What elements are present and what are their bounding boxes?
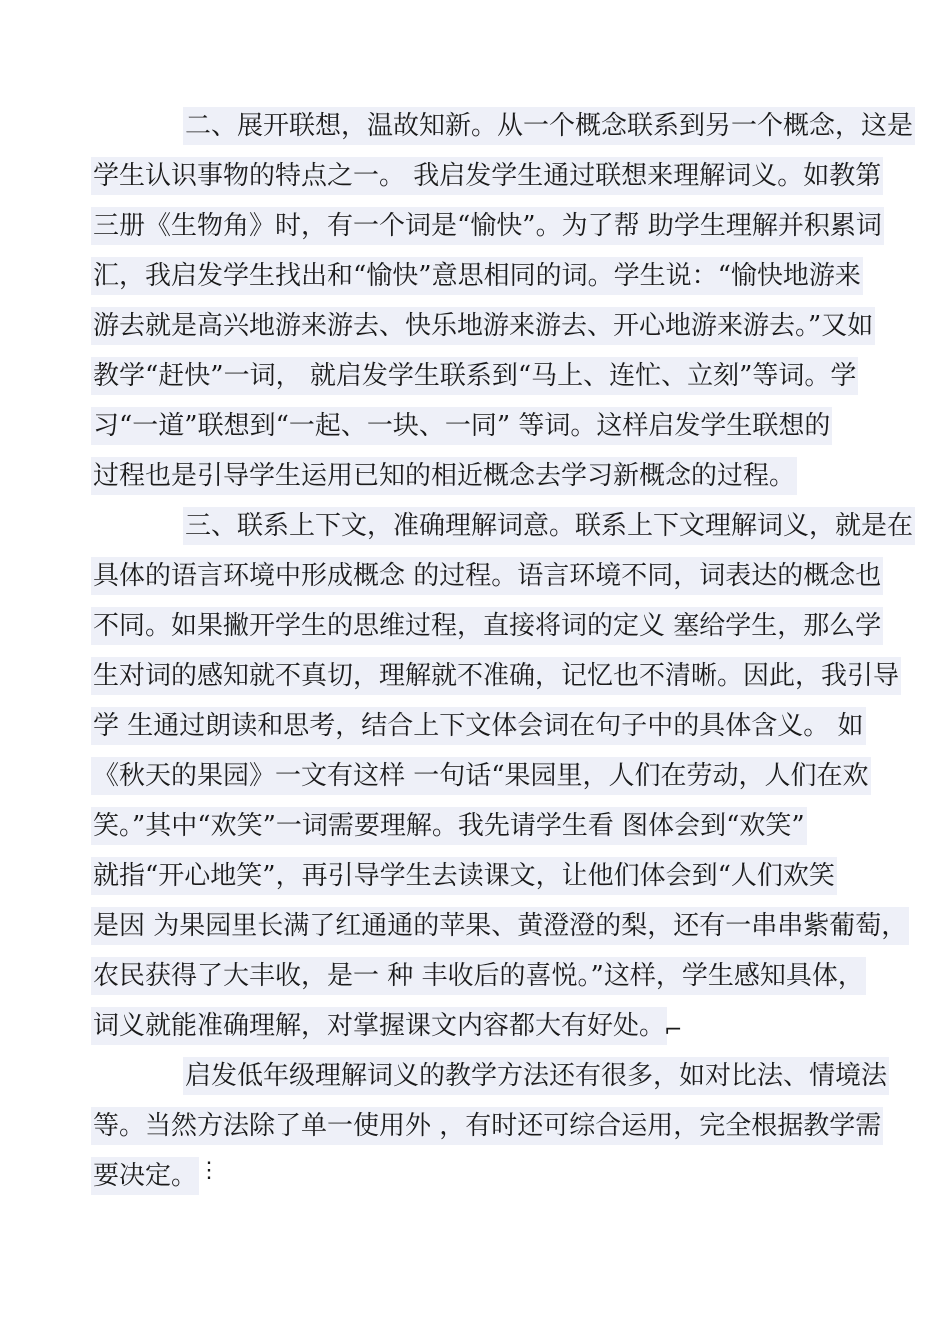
- paragraph-2-line-2: 学生认识事物的特点之一。 我启发学生通过联想来理解词义。如教第: [91, 157, 883, 195]
- paragraph-3-line-4: 生对词的感知就不真切，理解就不准确，记忆也不清晰。因此，我引导: [91, 657, 901, 695]
- paragraph-4-line-2: 等。当然方法除了单一使用外 ，有时还可综合运用，完全根据教学需: [91, 1107, 883, 1145]
- paragraph-2-line-1: 二、展开联想，温故知新。从一个概念联系到另一个概念，这是: [91, 107, 915, 145]
- paragraph-3-line-9: 是因 为果园里长满了红通通的苹果、黄澄澄的梨，还有一串串紫葡萄，: [91, 907, 909, 945]
- paragraph-2-line-5: 游去就是高兴地游来游去、快乐地游来游去、开心地游来游去。”又如: [91, 307, 875, 345]
- bracket-mark: ⌐: [664, 1018, 683, 1043]
- paragraph-3-line-11: 词义就能准确理解，对掌握课文内容都大有好处。: [91, 1007, 667, 1045]
- paragraph-3-line-8: 就指“开心地笑”，再引导学生去读课文，让他们体会到“人们欢笑: [91, 857, 837, 895]
- paragraph-4-line-1: 启发低年级理解词义的教学方法还有很多，如对比法、情境法: [91, 1057, 889, 1095]
- paragraph-3-line-1: 三、联系上下文，准确理解词意。联系上下文理解词义，就是在: [91, 507, 915, 545]
- paragraph-2-line-8: 过程也是引导学生运用已知的相近概念去学习新概念的过程。: [91, 457, 797, 495]
- paragraph-3-line-6: 《秋天的果园》一文有这样 一句话“果园里，人们在劳动，人们在欢: [91, 757, 871, 795]
- paragraph-3-line-5: 学 生通过朗读和思考，结合上下文体会词在句子中的具体含义。 如: [91, 707, 866, 745]
- paragraph-2-line-3: 三册《生物角》时，有一个词是“愉快”。为了帮 助学生理解并积累词: [91, 207, 884, 245]
- ellipsis-mark: ⋮: [198, 1158, 220, 1183]
- paragraph-2-line-7: 习“一道”联想到“一起、一块、一同” 等词。这样启发学生联想的: [91, 407, 832, 445]
- paragraph-3-line-2: 具体的语言环境中形成概念 的过程。语言环境不同，词表达的概念也: [91, 557, 883, 595]
- paragraph-2-line-4: 汇，我启发学生找出和“愉快”意思相同的词。学生说：“愉快地游来: [91, 257, 863, 295]
- paragraph-3-line-3: 不同。如果撇开学生的思维过程，直接将词的定义 塞给学生，那么学: [91, 607, 883, 645]
- paragraph-3-line-10: 农民获得了大丰收，是一 种 丰收后的喜悦。”这样，学生感知具体，: [91, 957, 866, 995]
- paragraph-4-line-3: 要决定。: [91, 1157, 199, 1195]
- paragraph-2-line-6: 教学“赶快”一词， 就启发学生联系到“马上、连忙、立刻”等词。学: [91, 357, 858, 395]
- paragraph-3-line-7: 笑。”其中“欢笑”一词需要理解。我先请学生看 图体会到“欢笑”: [91, 807, 807, 845]
